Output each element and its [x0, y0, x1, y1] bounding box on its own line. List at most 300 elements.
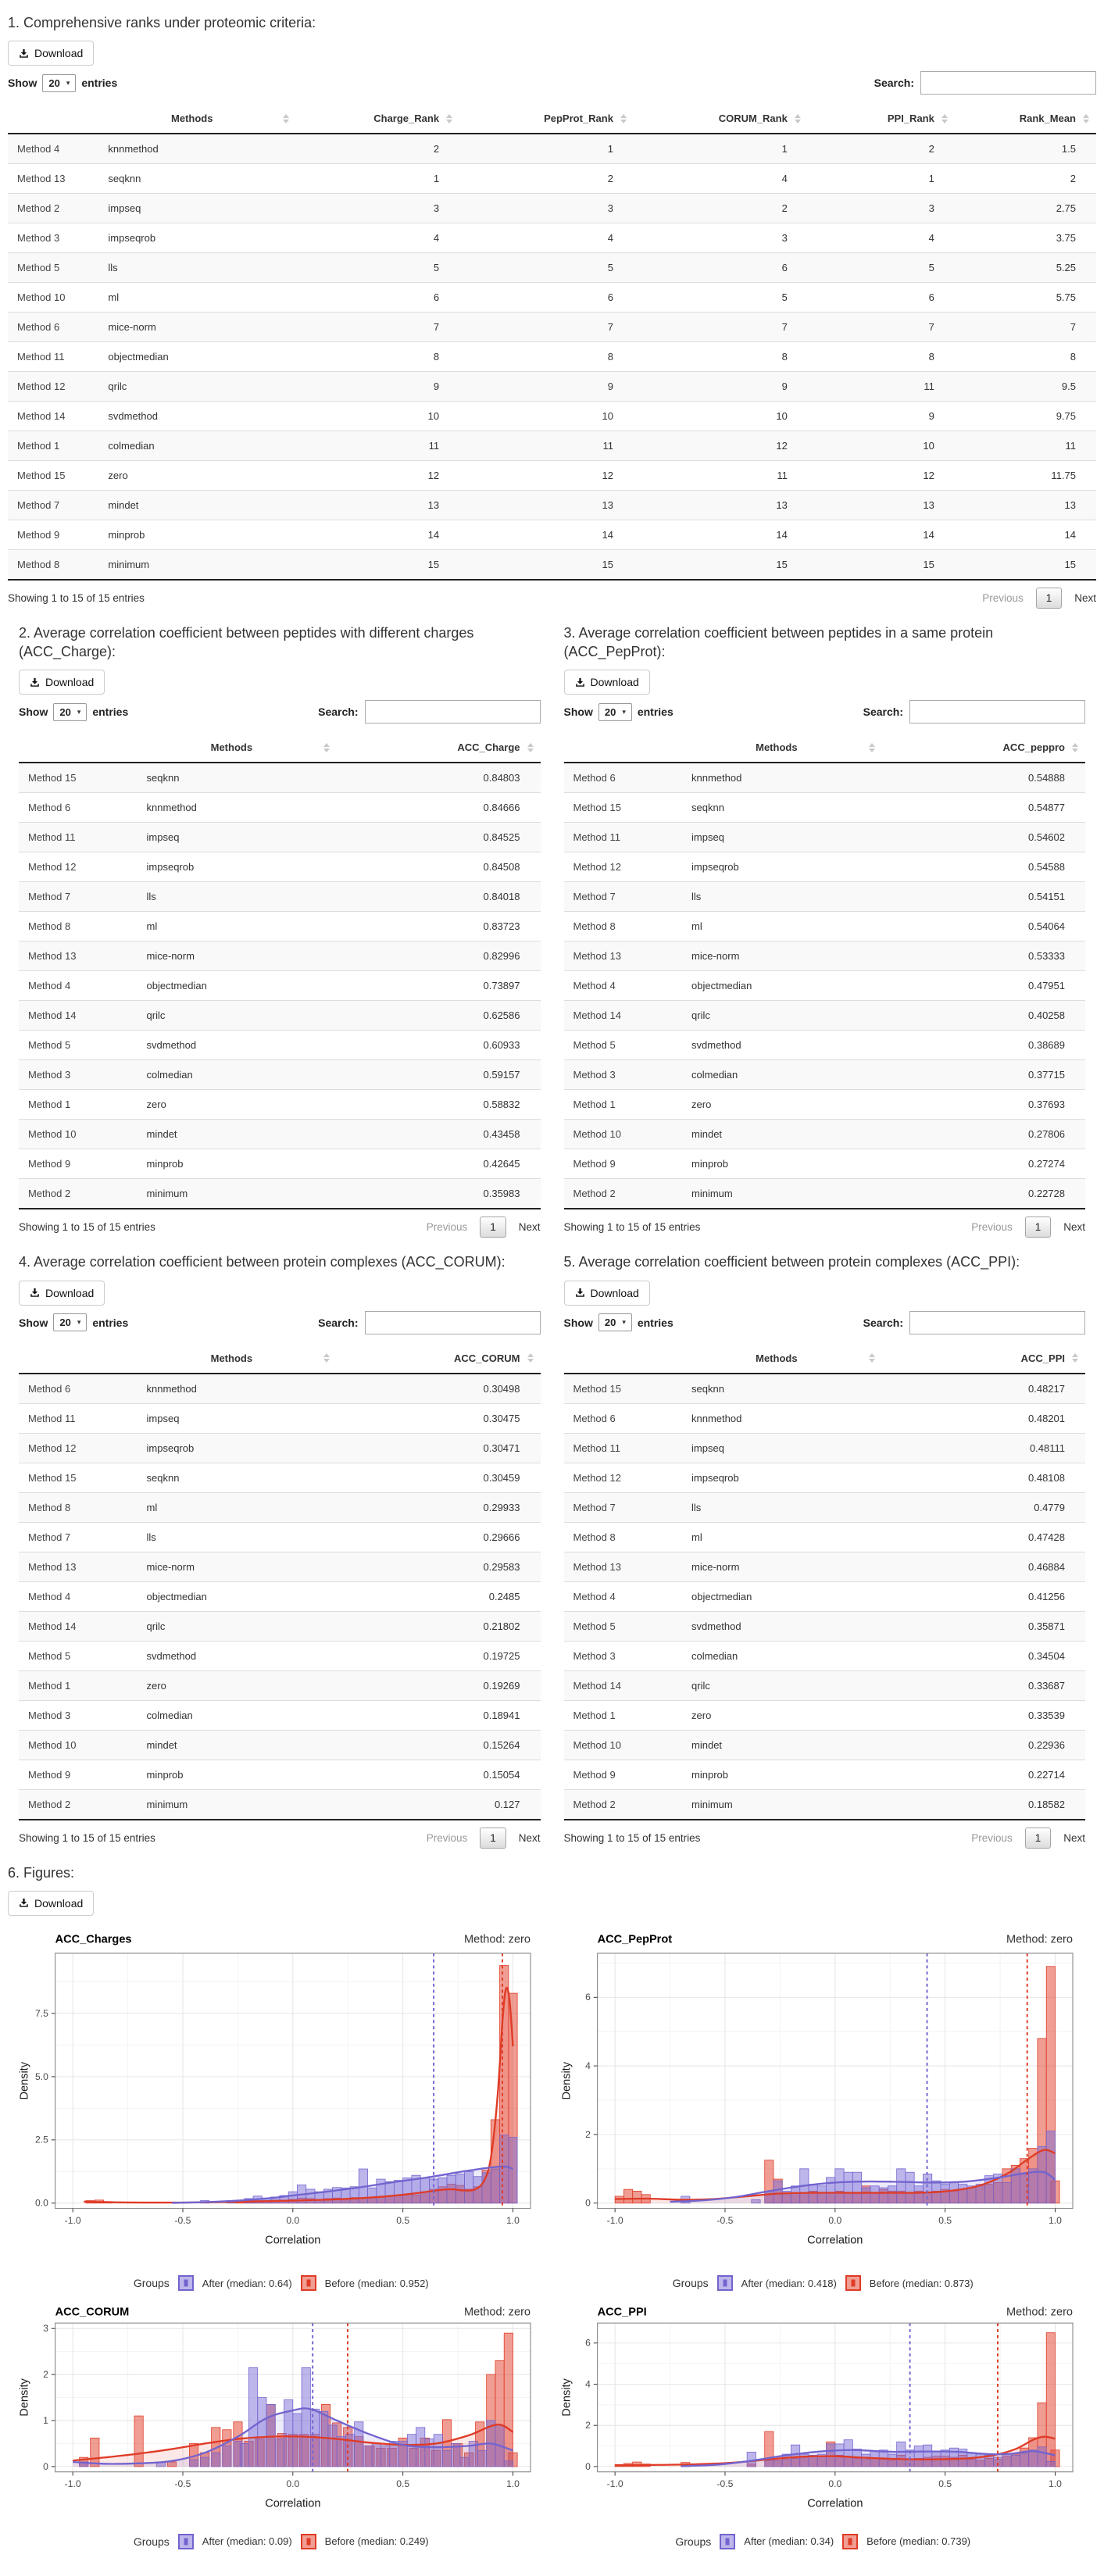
table-row [19, 882, 541, 912]
row-label: Method 13 [8, 164, 100, 194]
column-header-rank_mean[interactable] [955, 104, 1096, 134]
row-label: Method 10 [8, 283, 100, 313]
legend-key-swatch [842, 2534, 858, 2549]
table-row [564, 1730, 1086, 1760]
download-button[interactable] [564, 670, 650, 695]
column-header-methods[interactable] [139, 733, 338, 763]
table-row [19, 1060, 541, 1090]
table-row [564, 1641, 1086, 1670]
row-label: Method 2 [19, 1179, 139, 1209]
value-cell: 0.84525 [337, 823, 540, 852]
sections-4-5-row [8, 1242, 1096, 1853]
legend-key-swatch [717, 2275, 733, 2291]
previous-page-button[interactable]: Previous [982, 592, 1024, 605]
column-header-ppi_rank[interactable] [808, 104, 955, 134]
download-button[interactable] [19, 1281, 105, 1306]
value-cell: 9 [459, 372, 634, 402]
legend-groups-label: Groups [675, 2535, 712, 2548]
value-cell: 11 [955, 431, 1096, 461]
row-label: Method 15 [28, 772, 77, 784]
plot-title: ACC_CORUM [55, 2306, 130, 2319]
table-body [19, 1374, 541, 1820]
column-header-blank [19, 733, 139, 763]
method-name-cell: qrilc [684, 1001, 882, 1031]
row-label: Method 10 [19, 1730, 139, 1760]
method-name-cell: minimum [100, 550, 296, 581]
search-control [874, 71, 1096, 95]
column-header-blank [19, 1344, 139, 1374]
value-cell: 9 [296, 372, 459, 402]
search-input[interactable] [365, 1311, 541, 1334]
current-page-button[interactable]: 1 [480, 1827, 506, 1849]
value-cell: 9 [808, 402, 955, 431]
method-name-cell: zero [139, 1670, 338, 1700]
row-label: Method 7 [564, 1492, 684, 1522]
row-label: Method 10 [19, 1120, 139, 1149]
value-cell: 0.83723 [337, 912, 540, 941]
row-label: Method 1 [8, 431, 100, 461]
value-cell: 0.82996 [337, 941, 540, 971]
table-controls [564, 700, 1086, 723]
table-row [564, 1433, 1086, 1463]
row-label: Method 3 [19, 1060, 139, 1090]
method-name-cell: minprob [139, 1760, 338, 1789]
row-label: Method 2 [8, 194, 100, 223]
table-row [19, 1611, 541, 1641]
sort-icon[interactable] [323, 743, 330, 752]
column-header-label: Methods [756, 741, 798, 754]
legend-key-swatch [178, 2275, 194, 2291]
plot-method-label: Method: zero [464, 2306, 531, 2319]
x-axis-label: Correlation [806, 2234, 863, 2247]
table-row [8, 342, 1096, 372]
next-page-button[interactable]: Next [518, 1221, 541, 1234]
table-row [564, 1403, 1086, 1433]
row-label: Method 12 [19, 1433, 139, 1463]
y-tick-label: 2.5 [35, 2134, 48, 2145]
table-row [564, 1090, 1086, 1120]
header-row [564, 733, 1086, 763]
method-name-cell: impseq [139, 823, 338, 852]
show-label: Show [563, 706, 593, 719]
next-page-button[interactable]: Next [1074, 592, 1096, 605]
value-cell: 0.2485 [337, 1581, 540, 1611]
y-tick-label: 0 [584, 2460, 591, 2472]
show-entries-control [564, 1313, 673, 1331]
row-label: Method 9 [19, 1760, 139, 1789]
row-label: Method 13 [19, 1552, 139, 1581]
value-cell: 2.75 [955, 194, 1096, 223]
value-cell: 5.75 [955, 283, 1096, 313]
value-cell: 0.54151 [882, 882, 1085, 912]
current-page-button[interactable]: 1 [1025, 1827, 1052, 1849]
method-name-cell: mindet [139, 1730, 338, 1760]
sort-icon[interactable] [795, 114, 801, 123]
next-page-button[interactable]: Next [518, 1831, 541, 1844]
pagination [427, 1217, 541, 1238]
current-page-button[interactable]: 1 [1036, 588, 1063, 609]
plot-method-label: Method: zero [1006, 2306, 1073, 2319]
row-label: Method 8 [564, 1522, 684, 1552]
value-cell: 0.15054 [337, 1760, 540, 1789]
value-cell: 0.22936 [882, 1730, 1085, 1760]
value-cell: 2 [634, 194, 808, 223]
value-cell: 7 [459, 313, 634, 342]
sort-icon[interactable] [1072, 1353, 1078, 1363]
value-cell: 5.25 [955, 253, 1096, 283]
row-label: Method 9 [19, 1149, 139, 1179]
plot-legend [17, 2534, 545, 2549]
sort-icon[interactable] [527, 743, 534, 752]
data-table [564, 1344, 1086, 1820]
row-label: Method 2 [564, 1179, 684, 1209]
row-label: Method 9 [8, 520, 100, 550]
column-header-label: Charge_Rank [373, 113, 440, 125]
previous-page-button[interactable]: Previous [426, 1221, 468, 1234]
sort-icon[interactable] [620, 114, 627, 123]
method-name-cell: knnmethod [146, 1382, 197, 1395]
row-label: Method 8 [19, 1492, 139, 1522]
value-cell: 0.84508 [337, 852, 540, 882]
column-header-methods[interactable] [684, 1344, 882, 1374]
search-label: Search: [318, 706, 359, 719]
download-icon [30, 1288, 40, 1298]
value-cell: 0.48201 [882, 1403, 1085, 1433]
sort-icon[interactable] [869, 743, 875, 752]
section-acc-pepprot [564, 613, 1086, 1242]
row-label: Method 4 [564, 1581, 684, 1611]
table-body [564, 1374, 1086, 1820]
current-page-button[interactable]: 1 [480, 1217, 506, 1238]
search-input[interactable] [909, 1311, 1085, 1334]
value-cell: 0.15264 [337, 1730, 540, 1760]
method-name-cell: seqknn [684, 793, 882, 823]
value-cell: 0.27274 [882, 1149, 1085, 1179]
search-input[interactable] [365, 700, 541, 723]
method-name-cell: colmedian [139, 1060, 338, 1090]
row-label: Method 11 [19, 1403, 139, 1433]
search-control [318, 700, 540, 723]
table-row [564, 1120, 1086, 1149]
value-cell: 2 [955, 164, 1096, 194]
value-cell: 12 [808, 461, 955, 491]
method-name-cell: ml [139, 1492, 338, 1522]
plot-method-label: Method: zero [1006, 1933, 1073, 1946]
table-row [8, 313, 1096, 342]
sort-icon[interactable] [323, 1353, 330, 1363]
table-row [19, 1463, 541, 1492]
method-name-cell: lls [100, 253, 296, 283]
table-row [564, 1611, 1086, 1641]
chevron-down-icon: ▾ [66, 78, 70, 87]
row-label: Method 2 [19, 1789, 139, 1820]
table-row [564, 823, 1086, 852]
value-cell: 0.48111 [882, 1433, 1085, 1463]
value-cell: 15 [634, 550, 808, 581]
table-row [19, 823, 541, 852]
download-label: Download [590, 1286, 639, 1299]
table-row [19, 1492, 541, 1522]
value-cell: 3 [459, 194, 634, 223]
value-cell: 15 [296, 550, 459, 581]
column-header-acc_peppro[interactable] [882, 733, 1085, 763]
column-header-corum_rank[interactable] [634, 104, 808, 134]
table-footer [564, 1827, 1086, 1849]
value-cell: 0.58832 [337, 1090, 540, 1120]
search-label: Search: [318, 1316, 359, 1329]
legend-after-label: After (median: 0.09) [202, 2535, 292, 2548]
method-name-cell: svdmethod [684, 1031, 882, 1060]
method-name-cell: lls [684, 1492, 882, 1522]
method-name-cell: impseqrob [139, 1433, 338, 1463]
value-cell: 6 [296, 283, 459, 313]
section6-title: 6. Figures: [8, 1864, 75, 1881]
value-cell: 0.34504 [882, 1641, 1085, 1670]
sort-icon[interactable] [1072, 743, 1078, 752]
legend-key-swatch [845, 2275, 861, 2291]
y-tick-label: 2 [43, 2369, 48, 2381]
sort-icon[interactable] [527, 1353, 534, 1363]
row-label: Method 11 [8, 342, 100, 372]
row-label: Method 13 [564, 1552, 684, 1581]
table-row [19, 1120, 541, 1149]
showing-entries-text: Showing 1 to 15 of 15 entries [19, 1221, 155, 1234]
table-row [564, 1670, 1086, 1700]
table-row [564, 852, 1086, 882]
table-controls [564, 1311, 1086, 1334]
row-label: Method 13 [564, 941, 684, 971]
value-cell: 0.54602 [882, 823, 1085, 852]
download-icon [575, 677, 585, 688]
download-button[interactable] [19, 670, 105, 695]
histogram-plot-svg [559, 2302, 1088, 2530]
row-label: Method 6 [8, 313, 100, 342]
y-axis-label: Density [560, 2378, 573, 2417]
column-header-acc_charge[interactable] [337, 733, 540, 763]
value-cell: 0.54064 [882, 912, 1085, 941]
row-label: Method 11 [564, 823, 684, 852]
column-header-acc_ppi[interactable] [882, 1344, 1085, 1374]
column-header-blank [564, 1344, 684, 1374]
value-cell: 0.47951 [882, 971, 1085, 1001]
column-header-methods[interactable] [100, 104, 296, 134]
acc-charge-datatable [19, 663, 541, 1238]
method-name-cell: seqknn [691, 1382, 724, 1395]
header-row [19, 733, 541, 763]
value-cell: 0.73897 [337, 971, 540, 1001]
x-tick-label: 0.0 [827, 2214, 841, 2226]
value-cell: 7 [634, 313, 808, 342]
y-tick-label: 0.0 [35, 2197, 48, 2209]
table-row [8, 431, 1096, 461]
y-tick-label: 0 [584, 2197, 591, 2209]
value-cell: 4 [634, 164, 808, 194]
table-footer [8, 588, 1096, 609]
table-row [19, 763, 541, 793]
x-tick-label: -0.5 [716, 2214, 733, 2226]
y-tick-label: 6 [584, 2337, 591, 2349]
method-name-cell: svdmethod [139, 1031, 338, 1060]
column-header-charge_rank[interactable] [296, 104, 459, 134]
table-row [19, 1789, 541, 1820]
method-name-cell: minprob [684, 1149, 882, 1179]
method-name-cell: lls [139, 1522, 338, 1552]
row-label: Method 14 [564, 1001, 684, 1031]
row-label: Method 5 [8, 253, 100, 283]
value-cell: 4 [459, 223, 634, 253]
section-acc-corum [19, 1242, 541, 1853]
x-tick-label: -1.0 [64, 2478, 81, 2490]
method-name-cell: minprob [139, 1149, 338, 1179]
legend-after-label: After (median: 0.64) [202, 2277, 292, 2289]
download-button[interactable] [8, 41, 94, 66]
table-body [564, 763, 1086, 1209]
table-row [564, 1760, 1086, 1789]
table-row [19, 793, 541, 823]
previous-page-button[interactable]: Previous [971, 1221, 1013, 1234]
sort-icon[interactable] [283, 114, 289, 123]
table-row [8, 134, 1096, 164]
method-name-cell: knnmethod [139, 793, 338, 823]
value-cell: 11 [459, 431, 634, 461]
next-page-button[interactable]: Next [1063, 1831, 1085, 1844]
method-name-cell: colmedian [684, 1060, 882, 1090]
value-cell: 7 [808, 313, 955, 342]
value-cell: 0.18941 [337, 1700, 540, 1730]
search-input[interactable] [920, 71, 1096, 95]
y-tick-label: 2 [584, 2420, 591, 2431]
header-row [19, 1344, 541, 1374]
column-header-blank [564, 733, 684, 763]
value-cell: 0.46884 [882, 1552, 1085, 1581]
y-tick-label: 5.0 [35, 2070, 48, 2082]
value-cell: 0.54588 [882, 852, 1085, 882]
value-cell: 10 [634, 402, 808, 431]
table-row [564, 1492, 1086, 1522]
table-row [564, 1581, 1086, 1611]
value-cell: 0.48217 [1028, 1382, 1065, 1395]
table-row [564, 1789, 1086, 1820]
method-name-cell: colmedian [684, 1641, 882, 1670]
row-label: Method 8 [564, 912, 684, 941]
value-cell: 14 [296, 520, 459, 550]
row-label: Method 6 [573, 772, 616, 784]
value-cell: 12 [634, 431, 808, 461]
page-size-select[interactable] [42, 74, 76, 92]
figures-grid [8, 1926, 1096, 2560]
value-cell: 0.47428 [882, 1522, 1085, 1552]
method-name-cell: zero [684, 1090, 882, 1120]
method-name-cell: ml [684, 912, 882, 941]
value-cell: 0.19269 [337, 1670, 540, 1700]
method-name-cell: mice-norm [684, 1552, 882, 1581]
previous-page-button[interactable]: Previous [971, 1831, 1013, 1844]
y-tick-label: 7.5 [35, 2007, 48, 2019]
table-row [19, 1433, 541, 1463]
row-label: Method 10 [564, 1120, 684, 1149]
value-cell: 5 [634, 283, 808, 313]
pagination [982, 588, 1096, 609]
x-tick-label: 1.0 [1048, 2478, 1062, 2490]
row-label: Method 5 [19, 1031, 139, 1060]
y-axis-label: Density [18, 2061, 31, 2100]
table-row [19, 1670, 541, 1700]
column-header-methods[interactable] [684, 733, 882, 763]
column-header-pepprot_rank[interactable] [459, 104, 634, 134]
table-row [19, 1374, 541, 1404]
method-name-cell: minimum [684, 1179, 882, 1209]
row-label: Method 7 [564, 882, 684, 912]
table-controls [8, 71, 1096, 95]
value-cell: 6 [459, 283, 634, 313]
method-name-cell: colmedian [100, 431, 296, 461]
table-row [19, 1641, 541, 1670]
value-cell: 13 [296, 491, 459, 520]
column-header-acc_corum[interactable] [337, 1344, 540, 1374]
x-tick-label: -0.5 [716, 2478, 733, 2490]
value-cell: 14 [634, 520, 808, 550]
value-cell: 2 [433, 143, 440, 155]
column-header-methods[interactable] [139, 1344, 338, 1374]
method-name-cell: mice-norm [139, 1552, 338, 1581]
row-label: Method 15 [8, 461, 100, 491]
y-axis-label: Density [560, 2061, 573, 2100]
page-size-select[interactable] [53, 1313, 87, 1331]
x-axis-label: Correlation [265, 2497, 321, 2510]
download-button[interactable] [8, 1891, 94, 1916]
legend-before-label: Before (median: 0.249) [324, 2535, 429, 2548]
value-cell: 1 [296, 164, 459, 194]
method-name-cell: objectmedian [100, 342, 296, 372]
value-cell: 4 [296, 223, 459, 253]
section-acc-charge [19, 613, 541, 1242]
current-page-button[interactable]: 1 [1025, 1217, 1052, 1238]
sort-icon[interactable] [941, 114, 948, 123]
table-row [19, 1403, 541, 1433]
column-header-label: Methods [756, 1352, 798, 1364]
value-cell: 13 [459, 491, 634, 520]
sort-icon[interactable] [1083, 114, 1089, 123]
value-cell: 0.38689 [882, 1031, 1085, 1060]
row-label: Method 4 [564, 971, 684, 1001]
page-size-select[interactable] [598, 703, 632, 721]
sort-icon[interactable] [869, 1353, 875, 1363]
value-cell: 5 [808, 253, 955, 283]
table-row [19, 1001, 541, 1031]
page-size-select[interactable] [598, 1313, 632, 1331]
value-cell: 0.62586 [337, 1001, 540, 1031]
previous-page-button[interactable]: Previous [426, 1831, 468, 1844]
sort-icon[interactable] [446, 114, 452, 123]
value-cell: 2 [459, 164, 634, 194]
acc-ppi-datatable [564, 1274, 1086, 1849]
row-label: Method 11 [19, 823, 139, 852]
show-entries-control [19, 703, 128, 721]
column-header-label: Methods [210, 741, 253, 754]
download-button[interactable] [564, 1281, 650, 1306]
column-header-label: Methods [210, 1352, 253, 1364]
table-row [564, 1552, 1086, 1581]
value-cell: 14 [955, 520, 1096, 550]
method-name-cell: lls [139, 882, 338, 912]
value-cell: 15 [955, 550, 1096, 581]
method-name-cell: mice-norm [684, 941, 882, 971]
search-input[interactable] [909, 700, 1085, 723]
x-tick-label: -0.5 [174, 2478, 191, 2490]
legend-key-swatch [301, 2275, 316, 2291]
page-size-select[interactable] [53, 703, 87, 721]
next-page-button[interactable]: Next [1063, 1221, 1085, 1234]
